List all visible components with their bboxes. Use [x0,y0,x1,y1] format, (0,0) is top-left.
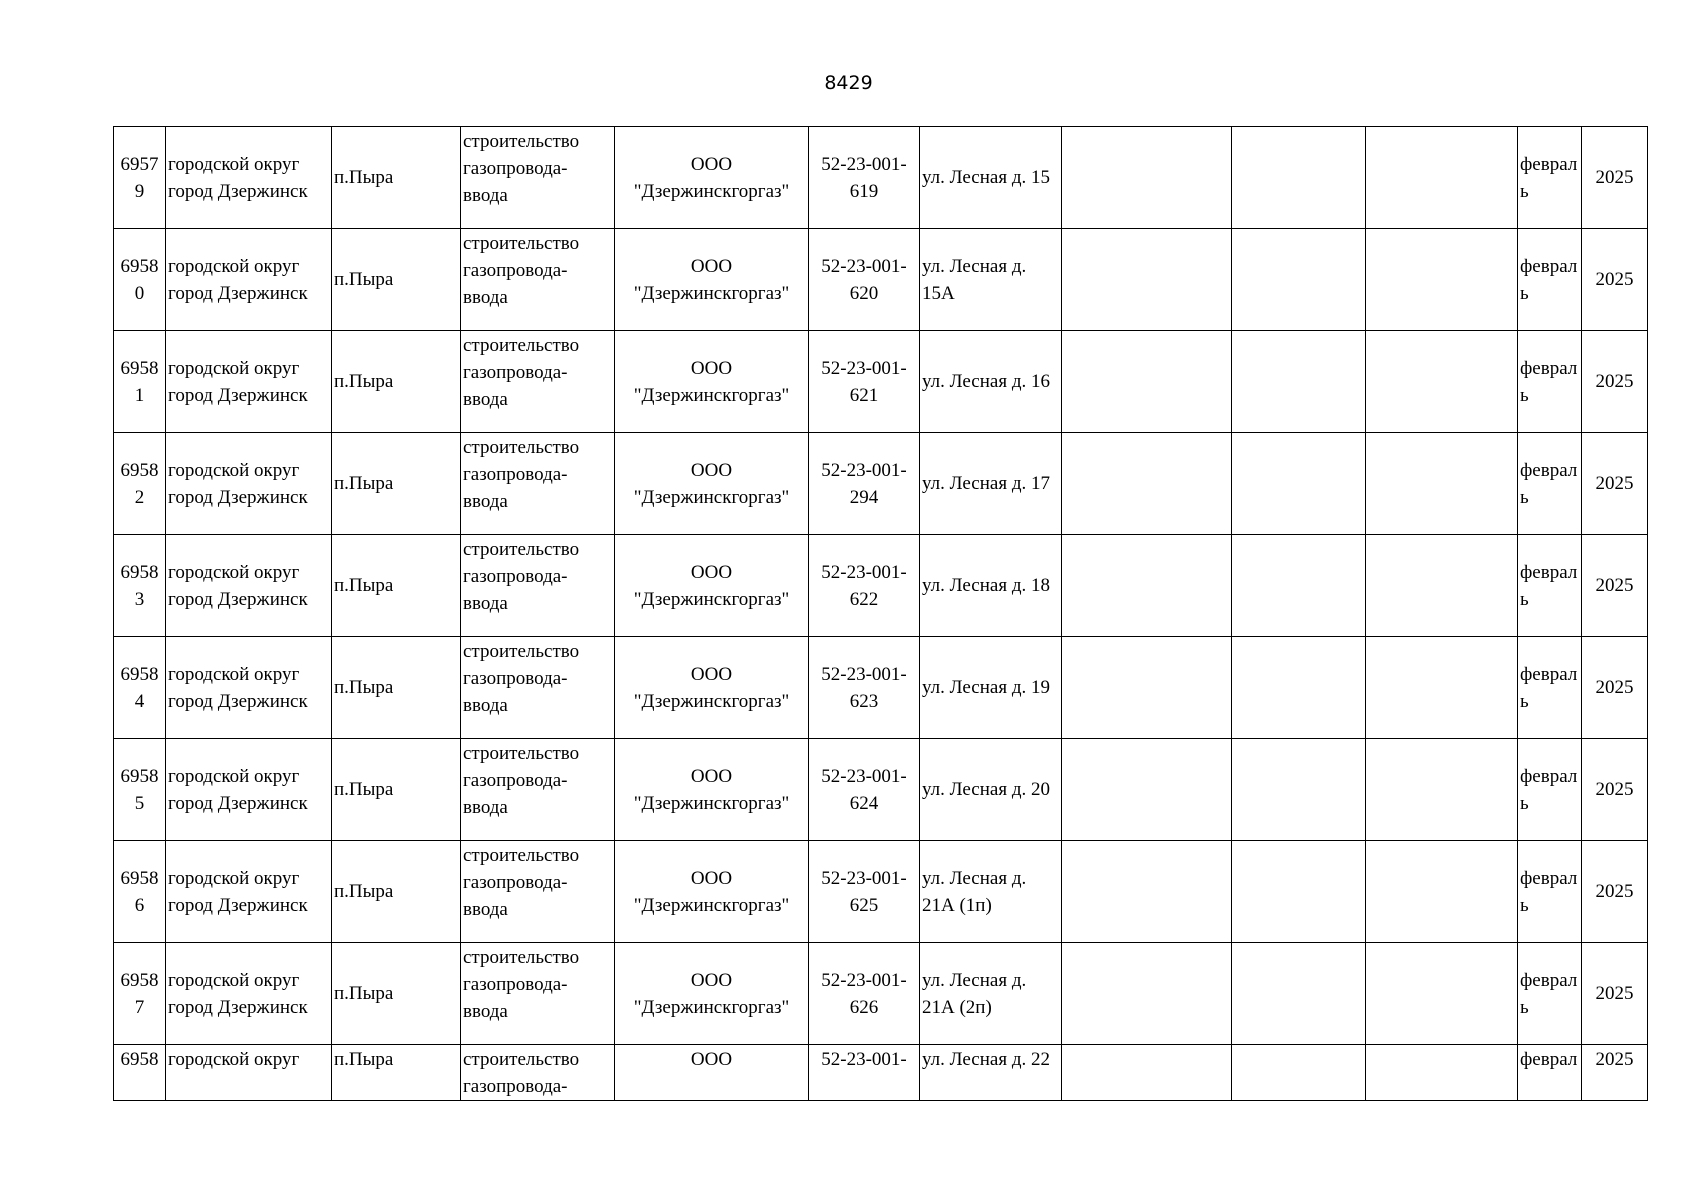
empty-cell [1366,535,1518,637]
object-code-cell [809,535,920,637]
month-cell: февраль [1518,535,1582,637]
month-cell: февраль [1518,637,1582,739]
table-row [114,1045,1648,1101]
address-cell-line: ул. Лесная д. [922,867,1027,889]
organization-cell-line: ООО [690,867,733,889]
empty-cell [1062,943,1232,1045]
empty-cell [1232,535,1366,637]
year-cell: 2025 [1582,637,1648,739]
work-type-cell-line: строительство [463,335,580,356]
organization-cell-line: "Дзержинскгоргаз" [633,384,790,406]
empty-cell [1232,841,1366,943]
empty-cell [1232,1045,1366,1101]
object-code-cell-line: 52-23-001- [821,663,907,685]
work-type-cell-line: газопровода- [463,566,568,587]
district-cell: городской округ город Дзержинск [166,535,332,637]
work-type-cell-line: ввода [463,695,508,716]
district-cell: городской округ город Дзержинск [166,127,332,229]
district-cell: городской округ город Дзержинск [166,331,332,433]
address-cell-line: ул. Лесная д. [922,969,1027,991]
work-type-cell [461,739,615,841]
table-row [114,433,1648,535]
address-cell [920,331,1062,433]
row-number-cell: 69587 [114,943,166,1045]
address-cell-line: ул. Лесная д. 16 [922,371,1050,392]
organization-cell-line: "Дзержинскгоргаз" [633,486,790,508]
registry-table [113,126,1648,1101]
organization-cell [615,331,809,433]
work-type-cell-line: газопровода- [463,158,568,179]
district-cell: городской округ [166,1045,332,1101]
month-cell: февраль [1518,943,1582,1045]
year-cell: 2025 [1582,229,1648,331]
empty-cell [1232,739,1366,841]
address-cell [920,637,1062,739]
address-cell-line: ул. Лесная д. 18 [922,575,1050,596]
organization-cell-line: "Дзержинскгоргаз" [633,996,790,1018]
work-type-cell-line: ввода [463,899,508,920]
table-row [114,739,1648,841]
work-type-cell-line: газопровода- [463,974,568,995]
address-cell [920,943,1062,1045]
work-type-cell-line: строительство [463,743,580,764]
organization-cell-line: "Дзержинскгоргаз" [633,282,790,304]
work-type-cell-line: ввода [463,1001,508,1022]
object-code-cell [809,433,920,535]
table-row [114,535,1648,637]
work-type-cell [461,331,615,433]
object-code-cell-line: 294 [849,486,879,508]
object-code-cell [809,637,920,739]
settlement-cell: п.Пыра [332,331,461,433]
empty-cell [1366,739,1518,841]
year-cell: 2025 [1582,943,1648,1045]
empty-cell [1366,1045,1518,1101]
empty-cell [1062,127,1232,229]
work-type-cell-line: строительство [463,947,580,968]
year-cell: 2025 [1582,127,1648,229]
object-code-cell-line: 52-23-001- [821,459,907,481]
work-type-cell [461,1045,615,1101]
empty-cell [1366,127,1518,229]
year-cell: 2025 [1582,433,1648,535]
work-type-cell-line: строительство [463,233,580,254]
row-number-cell: 69581 [114,331,166,433]
address-cell [920,739,1062,841]
row-number-cell: 69579 [114,127,166,229]
empty-cell [1232,127,1366,229]
row-number-cell: 69585 [114,739,166,841]
empty-cell [1232,637,1366,739]
month-cell: феврал [1518,1045,1582,1101]
settlement-cell: п.Пыра [332,1045,461,1101]
settlement-cell: п.Пыра [332,433,461,535]
organization-cell [615,127,809,229]
work-type-cell-line: строительство [463,641,580,662]
organization-cell [615,433,809,535]
work-type-cell-line: ввода [463,287,508,308]
work-type-cell-line: ввода [463,593,508,614]
organization-cell-line: ООО [690,969,733,991]
object-code-cell [809,331,920,433]
district-cell: городской округ город Дзержинск [166,841,332,943]
settlement-cell: п.Пыра [332,943,461,1045]
object-code-cell-line: 626 [849,996,879,1018]
work-type-cell-line: газопровода- [463,362,568,383]
month-cell: февраль [1518,841,1582,943]
settlement-cell: п.Пыра [332,229,461,331]
organization-cell-line: "Дзержинскгоргаз" [633,588,790,610]
year-cell: 2025 [1582,331,1648,433]
empty-cell [1366,331,1518,433]
work-type-cell-line: газопровода- [463,668,568,689]
work-type-cell-line: ввода [463,797,508,818]
object-code-cell-line: 52-23-001- [821,561,907,583]
address-cell-line: 21А (1п) [922,894,992,916]
row-number-cell: 69582 [114,433,166,535]
work-type-cell [461,433,615,535]
district-cell: городской округ город Дзержинск [166,739,332,841]
row-number-cell: 69584 [114,637,166,739]
work-type-cell [461,127,615,229]
organization-cell [615,535,809,637]
organization-cell [615,943,809,1045]
address-cell [920,229,1062,331]
row-number-cell: 69580 [114,229,166,331]
work-type-cell [461,637,615,739]
work-type-cell-line: газопровода- [463,770,568,791]
object-code-cell [809,739,920,841]
object-code-cell-line: 622 [849,588,879,610]
organization-cell [615,1045,809,1101]
year-cell: 2025 [1582,841,1648,943]
organization-cell [615,229,809,331]
year-cell: 2025 [1582,739,1648,841]
empty-cell [1366,229,1518,331]
table-body [114,127,1648,1101]
address-cell-line: 15А [922,282,955,304]
object-code-cell-line: 52-23-001- [821,255,907,277]
object-code-cell [809,127,920,229]
empty-cell [1366,433,1518,535]
row-number-cell: 69586 [114,841,166,943]
table-row [114,331,1648,433]
organization-cell-line: ООО [690,561,733,583]
organization-cell-line: "Дзержинскгоргаз" [633,792,790,814]
organization-cell-line: ООО [690,153,733,175]
object-code-cell-line: 52-23-001- [821,1049,907,1070]
object-code-cell-line: 52-23-001- [821,765,907,787]
empty-cell [1062,229,1232,331]
work-type-cell [461,943,615,1045]
table-row [114,229,1648,331]
object-code-cell-line: 621 [849,384,879,406]
district-cell: городской округ город Дзержинск [166,433,332,535]
organization-cell-line: ООО [690,255,733,277]
page-number: 8429 [824,72,873,94]
object-code-cell-line: 52-23-001- [821,867,907,889]
organization-cell-line: ООО [690,459,733,481]
work-type-cell-line: строительство [463,437,580,458]
organization-cell [615,739,809,841]
work-type-cell-line: газопровода- [463,872,568,893]
empty-cell [1062,331,1232,433]
object-code-cell-line: 52-23-001- [821,357,907,379]
organization-cell-line: "Дзержинскгоргаз" [633,894,790,916]
empty-cell [1366,841,1518,943]
work-type-cell-line: строительство [463,131,580,152]
empty-cell [1232,229,1366,331]
object-code-cell-line: 52-23-001- [821,153,907,175]
object-code-cell [809,1045,920,1101]
address-cell-line: ул. Лесная д. 19 [922,677,1050,698]
year-cell: 2025 [1582,535,1648,637]
address-cell-line: ул. Лесная д. 20 [922,779,1050,800]
address-cell-line: ул. Лесная д. 15 [922,167,1050,188]
object-code-cell-line: 625 [849,894,879,916]
work-type-cell-line: строительство [463,539,580,560]
work-type-cell-line: ввода [463,185,508,206]
work-type-cell [461,841,615,943]
object-code-cell-line: 624 [849,792,879,814]
table-row [114,841,1648,943]
empty-cell [1232,433,1366,535]
work-type-cell-line: строительство [463,1049,580,1070]
organization-cell [615,637,809,739]
empty-cell [1366,637,1518,739]
address-cell-line: 21А (2п) [922,996,992,1018]
address-cell [920,535,1062,637]
organization-cell-line: "Дзержинскгоргаз" [633,690,790,712]
empty-cell [1366,943,1518,1045]
settlement-cell: п.Пыра [332,841,461,943]
settlement-cell: п.Пыра [332,637,461,739]
settlement-cell: п.Пыра [332,127,461,229]
month-cell: февраль [1518,229,1582,331]
address-cell-line: ул. Лесная д. 17 [922,473,1050,494]
address-cell [920,127,1062,229]
organization-cell-line: "Дзержинскгоргаз" [633,180,790,202]
work-type-cell-line: газопровода- [463,464,568,485]
organization-cell-line: ООО [690,1049,733,1070]
address-cell [920,433,1062,535]
empty-cell [1062,841,1232,943]
table-row [114,637,1648,739]
month-cell: февраль [1518,127,1582,229]
empty-cell [1232,943,1366,1045]
empty-cell [1062,433,1232,535]
year-cell: 2025 [1582,1045,1648,1101]
address-cell-line: ул. Лесная д. 22 [922,1049,1050,1070]
object-code-cell-line: 623 [849,690,879,712]
object-code-cell [809,229,920,331]
object-code-cell-line: 52-23-001- [821,969,907,991]
month-cell: февраль [1518,433,1582,535]
district-cell: городской округ город Дзержинск [166,637,332,739]
work-type-cell-line: строительство [463,845,580,866]
work-type-cell-line: ввода [463,389,508,410]
work-type-cell [461,229,615,331]
district-cell: городской округ город Дзержинск [166,229,332,331]
address-cell-line: ул. Лесная д. [922,255,1027,277]
empty-cell [1062,637,1232,739]
work-type-cell [461,535,615,637]
row-number-cell: 6958 [114,1045,166,1101]
organization-cell [615,841,809,943]
month-cell: февраль [1518,739,1582,841]
table-row [114,943,1648,1045]
district-cell: городской округ город Дзержинск [166,943,332,1045]
organization-cell-line: ООО [690,357,733,379]
empty-cell [1062,739,1232,841]
empty-cell [1062,1045,1232,1101]
settlement-cell: п.Пыра [332,739,461,841]
settlement-cell: п.Пыра [332,535,461,637]
work-type-cell-line: ввода [463,491,508,512]
organization-cell-line: ООО [690,663,733,685]
month-cell: февраль [1518,331,1582,433]
empty-cell [1232,331,1366,433]
row-number-cell: 69583 [114,535,166,637]
work-type-cell-line: газопровода- [463,260,568,281]
address-cell [920,841,1062,943]
address-cell [920,1045,1062,1101]
empty-cell [1062,535,1232,637]
work-type-cell-line: газопровода- [463,1076,568,1097]
object-code-cell [809,943,920,1045]
table-row [114,127,1648,229]
object-code-cell-line: 620 [849,282,879,304]
object-code-cell [809,841,920,943]
organization-cell-line: ООО [690,765,733,787]
object-code-cell-line: 619 [849,180,879,202]
